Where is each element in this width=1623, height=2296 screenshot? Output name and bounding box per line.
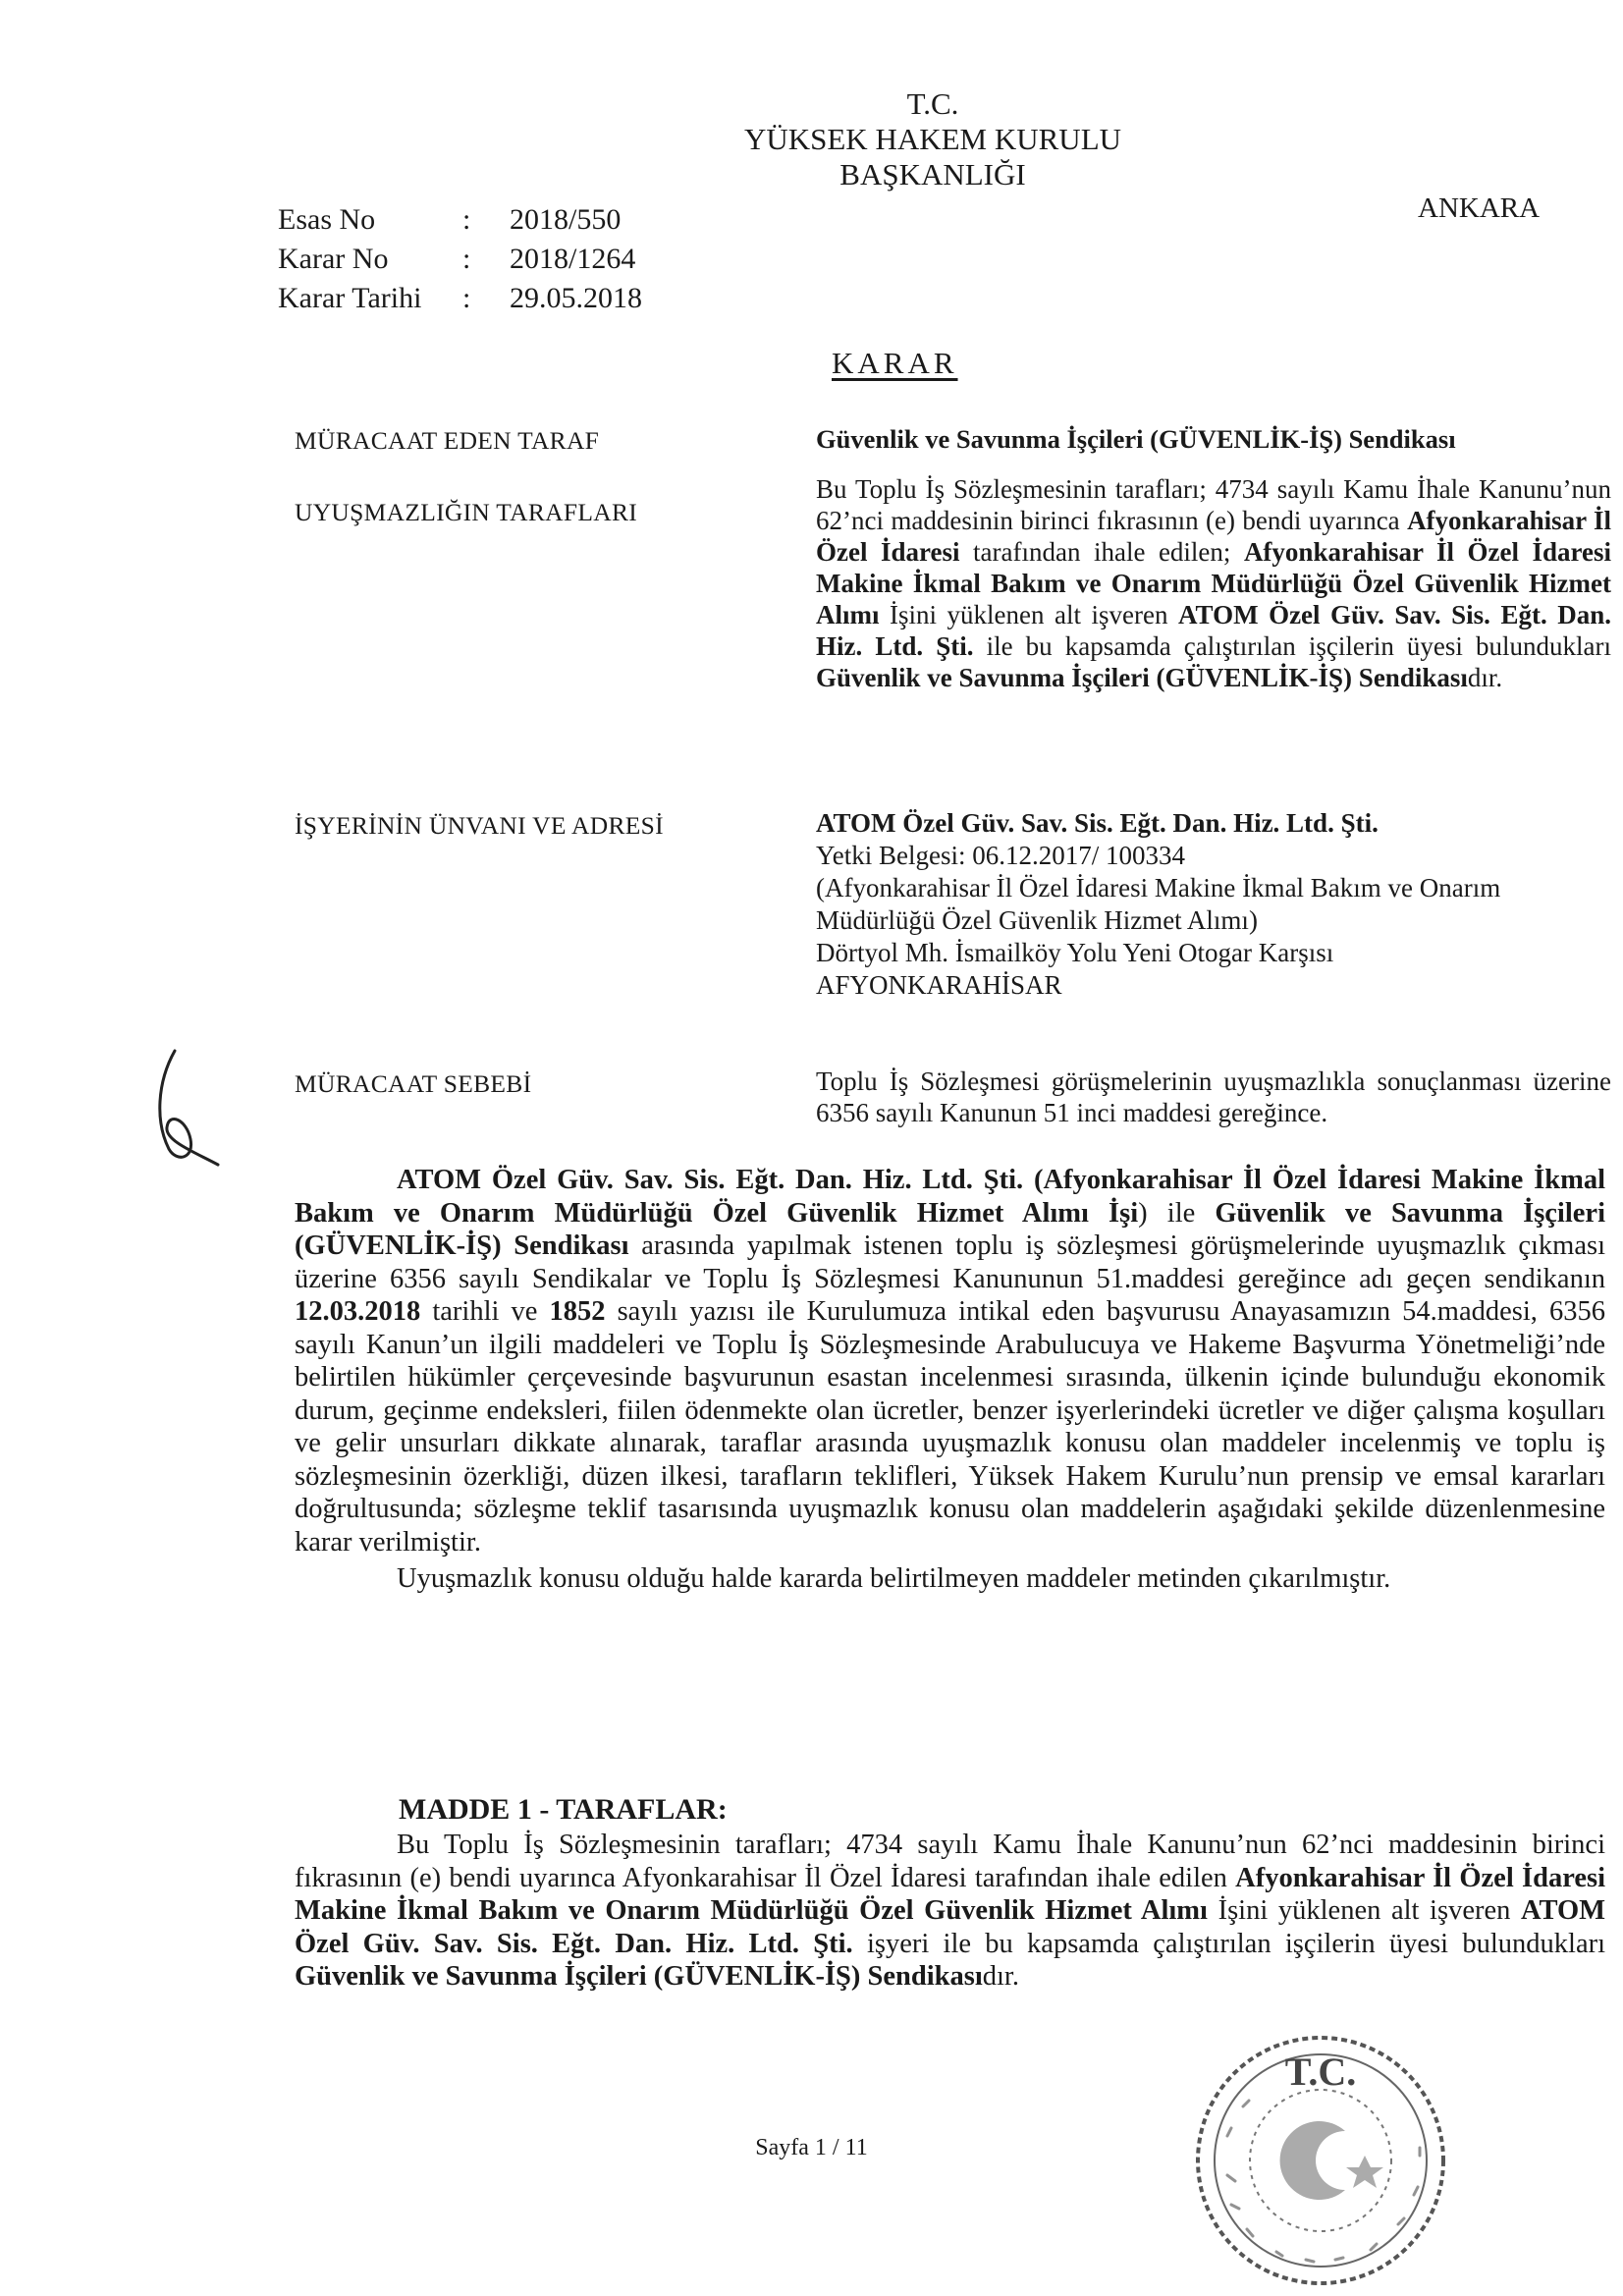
madde-1-body	[295, 1829, 1605, 1994]
removed-articles-note: Uyuşmazlık konusu olduğu halde kararda belirtilmeyen maddeler metinden çıkarılmıştır.	[397, 1563, 1391, 1594]
text: Bu Toplu İş Sözleşmesinin tarafları; 4734 sayılı Kamu İhale Kanunu’nun 62’nci maddesinin birinci fıkrasının (e) bendi uyarınca	[816, 474, 1611, 535]
bold-text: Güvenlik ve Savunma İşçileri (GÜVENLİK-İŞ) Sendikası	[816, 663, 1468, 692]
text: tarihli ve	[420, 1296, 550, 1327]
text: dır.	[1467, 663, 1503, 692]
text: İşini yüklenen alt işveren	[879, 600, 1179, 629]
meta-value: 29.05.2018	[510, 282, 642, 314]
bold-text: 1852	[549, 1296, 606, 1327]
value-muracaat-eden: Güvenlik ve Savunma İşçileri (GÜVENLİK-İŞ) Sendikası	[816, 424, 1456, 454]
bold-text: 12.03.2018	[295, 1296, 421, 1327]
meta-sep: :	[462, 243, 471, 275]
text: ) ile	[1138, 1197, 1216, 1229]
header-city: ANKARA	[1418, 192, 1541, 224]
meta-sep: :	[462, 203, 471, 236]
text: İşini yüklenen alt işveren	[1207, 1895, 1521, 1926]
header-tc: T.C.	[906, 86, 959, 121]
official-seal-stamp	[1188, 2028, 1453, 2293]
handwritten-initial-mark	[147, 1043, 236, 1171]
decision-paragraph	[295, 1164, 1605, 1558]
isyeri-adres: Dörtyol Mh. İsmailköy Yolu Yeni Otogar Karşısı	[816, 938, 1334, 967]
isyeri-yetki: Yetki Belgesi: 06.12.2017/ 100334	[816, 841, 1186, 870]
label-taraflar: UYUŞMAZLIĞIN TARAFLARI	[295, 498, 638, 526]
document-title: KARAR	[832, 346, 958, 380]
label-sebep: MÜRACAAT SEBEBİ	[295, 1069, 532, 1098]
meta-sep: :	[462, 282, 471, 314]
value-isyeri	[816, 807, 1611, 1002]
bold-text: ATOM Özel Güv. Sav. Sis. Eğt. Dan. Hiz. Ltd. Şti.	[295, 1895, 1606, 1959]
isyeri-paren: (Afyonkarahisar İl Özel İdaresi Makine İkmal Bakım ve Onarım Müdürlüğü Özel Güvenlik Hizmet Alımı)	[816, 873, 1501, 935]
bold-text: Afyonkarahisar İl Özel İdaresi	[816, 506, 1611, 567]
text: sayılı yazısı ile Kurulumuza intikal eden başvurusu Anayasamızın 54.maddesi, 6356 sayılı Kanun’un ilgili maddeleri ve Toplu İş Sözleşmesinde Arabulucuya ve Hakeme Başvurma Yönetmeliği’nde belirtilen hükümler çerçevesinde başvurunun esastan incelenmesi sırasında, ülkenin içinde bulunduğu ekonomik durum, geçinme endeksleri, fiilen ödenmekte olan ücretler, benzer işyerlerindeki ücretler ve diğer çalışma koşulları ve gelir unsurları dikkate alınarak, taraflar arasında uyuşmazlık konusu olan maddeler incelenmiş ve toplu iş sözleşmesinin özerkliği, düzen ilkesi, tarafların teklifleri, Yüksek Hakem Kurulu’nun prensip ve emsal kararları doğrultusunda; sözleşme teklif tasarısında uyuşmazlık konusu olan maddelerin aşağıdaki şekilde düzenlenmesine karar verilmiştir.	[295, 1296, 1605, 1558]
meta-key: Karar No	[278, 243, 389, 275]
header-kurul: YÜKSEK HAKEM KURULU	[743, 122, 1122, 156]
label-isyeri: İŞYERİNİN ÜNVANI VE ADRESİ	[295, 811, 664, 840]
bold-text: ATOM Özel Güv. Sav. Sis. Eğt. Dan. Hiz. Ltd. Şti. (Afyonkarahisar İl Özel İdaresi Makine İkmal Bakım ve Onarım Müdürlüğü Özel Güvenlik Hizmet Alımı İşi	[295, 1165, 1605, 1229]
meta-karar-tarihi	[278, 279, 642, 318]
isyeri-sehir: AFYONKARAHİSAR	[816, 970, 1062, 1000]
value-taraflar	[816, 473, 1611, 693]
value-sebep: Toplu İş Sözleşmesi görüşmelerinin uyuşmazlıkla sonuçlanması üzerine 6356 sayılı Kanunun 51 inci maddesi gereğince.	[816, 1066, 1611, 1127]
bold-text: Güvenlik ve Savunma İşçileri (GÜVENLİK-İŞ) Sendikası	[295, 1197, 1605, 1261]
header-baskanlik: BAŞKANLIĞI	[839, 157, 1026, 191]
madde-1-paragraph	[295, 1829, 1605, 1994]
meta-value: 2018/550	[510, 203, 622, 236]
text: tarafından ihale edilen;	[959, 537, 1244, 567]
meta-key: Karar Tarihi	[278, 282, 422, 314]
bold-text: ATOM Özel Güv. Sav. Sis. Eğt. Dan. Hiz. Ltd. Şti.	[816, 600, 1611, 661]
meta-key: Esas No	[278, 203, 376, 236]
meta-value: 2018/1264	[510, 243, 636, 275]
text: işyeri ile bu kapsamda çalıştırılan işçilerin üyesi bulundukları	[852, 1928, 1605, 1959]
text: ile bu kapsamda çalıştırılan işçilerin üyesi bulundukları	[973, 631, 1611, 661]
text: dır.	[982, 1961, 1019, 1992]
meta-esas-no	[278, 200, 621, 240]
decision-body	[295, 1164, 1605, 1596]
text: arasında yapılmak istenen toplu iş sözleşmesi görüşmelerinde uyuşmazlık çıkması üzerine 6356 sayılı Sendikalar ve Toplu İş Sözleşmesi Kanununun 51.maddesi gereğince adı geçen sendikanın	[295, 1230, 1605, 1294]
text: Bu Toplu İş Sözleşmesinin tarafları; 4734 sayılı Kamu İhale Kanunu’nun 62’nci maddesinin birinci fıkrasının (e) bendi uyarınca Afyonkarahisar İl Özel İdaresi tarafından ihale edilen	[295, 1830, 1605, 1893]
isyeri-name: ATOM Özel Güv. Sav. Sis. Eğt. Dan. Hiz. Ltd. Şti.	[816, 808, 1379, 838]
madde-1-title: MADDE 1 - TARAFLAR:	[399, 1793, 728, 1826]
page-number: Sayfa 1 / 11	[755, 2135, 868, 2160]
meta-karar-no	[278, 240, 635, 279]
bold-text: Güvenlik ve Savunma İşçileri (GÜVENLİK-İŞ) Sendikası	[295, 1961, 983, 1992]
seal-text: T.C.	[1284, 2050, 1357, 2094]
label-muracaat-eden: MÜRACAAT EDEN TARAF	[295, 426, 600, 455]
bold-text: Afyonkarahisar İl Özel İdaresi Makine İkmal Bakım ve Onarım Müdürlüğü Özel Güvenlik Hizmet Alımı	[816, 537, 1611, 629]
bold-text: Afyonkarahisar İl Özel İdaresi Makine İkmal Bakım ve Onarım Müdürlüğü Özel Güvenlik Hizmet Alımı	[295, 1862, 1605, 1926]
